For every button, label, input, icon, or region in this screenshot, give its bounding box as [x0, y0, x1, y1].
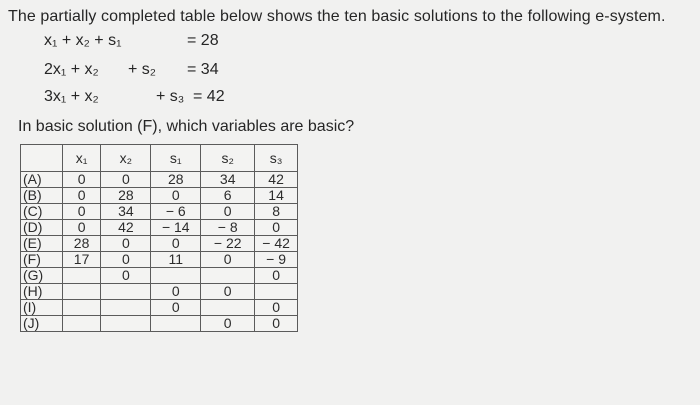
cell-x1 [62, 268, 101, 284]
cell-s2 [201, 268, 255, 284]
cell-s1: 0 [151, 188, 201, 204]
row-label: (F) [21, 252, 63, 268]
row-label: (I) [21, 300, 63, 316]
cell-x2: 0 [101, 268, 151, 284]
cell-x2 [101, 300, 151, 316]
cell-s3: 0 [255, 316, 298, 332]
cell-x1: 0 [62, 172, 101, 188]
row-label: (A) [21, 172, 63, 188]
cell-s1: − 6 [151, 204, 201, 220]
cell-s3: 42 [255, 172, 298, 188]
equation-1-rhs: = 28 [187, 32, 219, 49]
cell-x1: 0 [62, 220, 101, 236]
basic-solutions-table [20, 144, 298, 332]
cell-s2: − 8 [201, 220, 255, 236]
row-label: (D) [21, 220, 63, 236]
cell-x1 [62, 284, 101, 300]
cell-s1: 0 [151, 300, 201, 316]
cell-x2: 42 [101, 220, 151, 236]
question-text: In basic solution (F), which variables are basic? [18, 118, 355, 135]
cell-s1 [151, 268, 201, 284]
table-row [21, 172, 298, 188]
header-s2: s₂ [201, 145, 255, 172]
cell-x1: 0 [62, 188, 101, 204]
cell-x1 [62, 300, 101, 316]
intro-text: The partially completed table below shows the ten basic solutions to the following e-system. [8, 8, 666, 25]
cell-s2: 34 [201, 172, 255, 188]
cell-x2: 0 [101, 252, 151, 268]
row-label: (H) [21, 284, 63, 300]
cell-x2: 0 [101, 172, 151, 188]
cell-s1: 28 [151, 172, 201, 188]
equation-3-slack: + s₃ [156, 88, 185, 105]
cell-s3 [255, 284, 298, 300]
cell-s2: 0 [201, 316, 255, 332]
header-x1: x₁ [62, 145, 101, 172]
row-label: (G) [21, 268, 63, 284]
cell-s3: − 42 [255, 236, 298, 252]
cell-x1: 28 [62, 236, 101, 252]
table-row [21, 236, 298, 252]
cell-s2: − 22 [201, 236, 255, 252]
table-row [21, 252, 298, 268]
cell-s3: 0 [255, 300, 298, 316]
header-s1: s₁ [151, 145, 201, 172]
table-row [21, 284, 298, 300]
cell-x2: 0 [101, 236, 151, 252]
header-x2: x₂ [101, 145, 151, 172]
cell-s1 [151, 316, 201, 332]
cell-s1: − 14 [151, 220, 201, 236]
row-label: (B) [21, 188, 63, 204]
table-row [21, 188, 298, 204]
cell-x2: 28 [101, 188, 151, 204]
cell-x2: 34 [101, 204, 151, 220]
table-row [21, 204, 298, 220]
cell-s2: 0 [201, 252, 255, 268]
cell-s3: − 9 [255, 252, 298, 268]
cell-s2 [201, 300, 255, 316]
table-row [21, 268, 298, 284]
cell-x2 [101, 284, 151, 300]
cell-s1: 11 [151, 252, 201, 268]
table-row [21, 316, 298, 332]
cell-s3: 8 [255, 204, 298, 220]
equation-2-slack: + s₂ [128, 61, 156, 78]
cell-s1: 0 [151, 236, 201, 252]
row-label: (E) [21, 236, 63, 252]
cell-s3: 0 [255, 268, 298, 284]
equation-3-rhs: = 42 [193, 88, 225, 105]
cell-s1: 0 [151, 284, 201, 300]
table-row [21, 220, 298, 236]
cell-x1: 0 [62, 204, 101, 220]
table-header-row [21, 145, 298, 172]
row-label: (J) [21, 316, 63, 332]
cell-s3: 0 [255, 220, 298, 236]
equation-1-lhs: x₁ + x₂ + s₁ [44, 32, 122, 49]
cell-x1 [62, 316, 101, 332]
cell-x1: 17 [62, 252, 101, 268]
header-s3: s₃ [255, 145, 298, 172]
header-corner [21, 145, 63, 172]
cell-x2 [101, 316, 151, 332]
cell-s3: 14 [255, 188, 298, 204]
table-row [21, 300, 298, 316]
equation-3-lhs: 3x₁ + x₂ [44, 88, 99, 105]
cell-s2: 0 [201, 284, 255, 300]
equation-2-rhs: = 34 [187, 61, 219, 78]
equation-2-lhs: 2x₁ + x₂ [44, 61, 99, 78]
cell-s2: 0 [201, 204, 255, 220]
cell-s2: 6 [201, 188, 255, 204]
row-label: (C) [21, 204, 63, 220]
